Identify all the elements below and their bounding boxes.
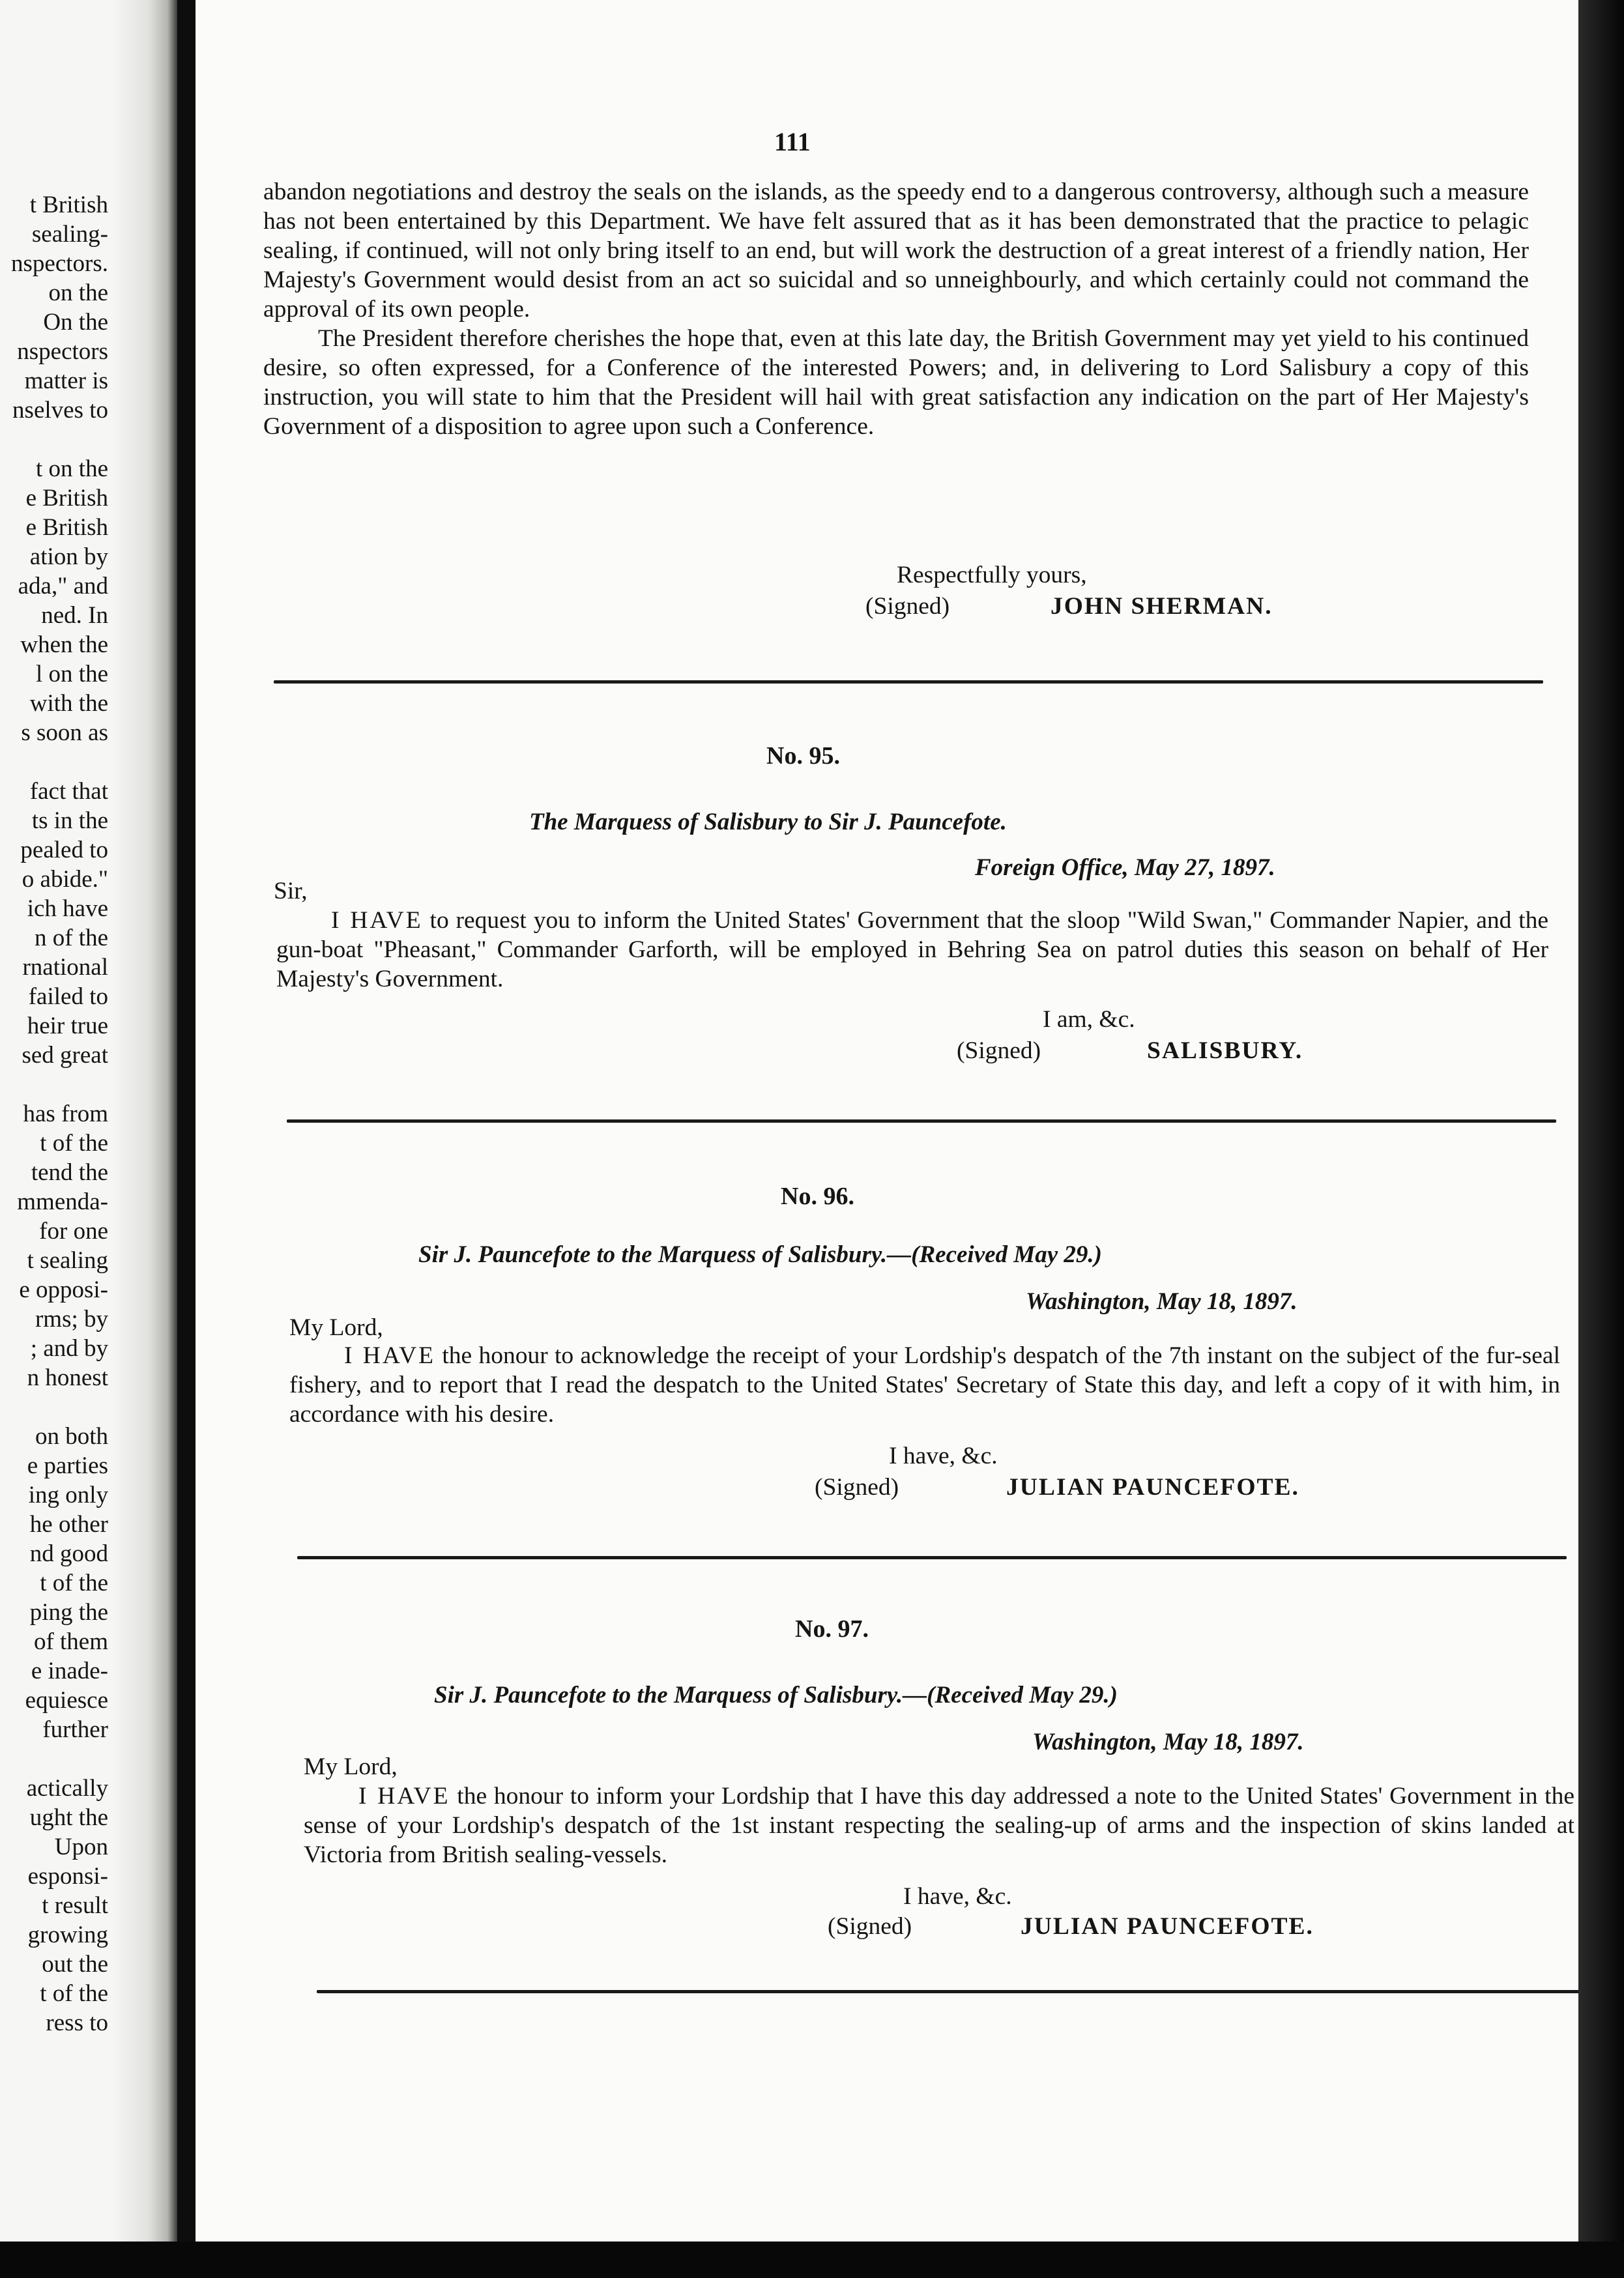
body-lead-caps: I HAVE xyxy=(344,1342,436,1369)
document-signed-label: (Signed) xyxy=(957,1037,1041,1064)
continuation-closing: Respectfully yours, xyxy=(897,562,1087,588)
left-page-line: has from xyxy=(23,1101,108,1127)
left-page-line: ; and by xyxy=(30,1335,108,1362)
left-page-line: e opposi- xyxy=(19,1276,108,1303)
left-page-line: equiesce xyxy=(25,1687,108,1714)
separator-rule xyxy=(287,1119,1556,1123)
left-page-line: o abide." xyxy=(22,866,108,893)
left-page-line: ich have xyxy=(27,895,108,922)
paragraph-gap xyxy=(11,425,108,454)
paragraph-gap xyxy=(11,1744,108,1774)
left-page-line: rms; by xyxy=(35,1306,108,1333)
left-page-line: tend the xyxy=(31,1159,108,1186)
document-signed-label: (Signed) xyxy=(828,1913,912,1940)
left-page-line: e British xyxy=(25,514,108,541)
separator-rule xyxy=(317,1990,1578,1993)
paragraph-gap xyxy=(11,1392,108,1422)
document-signed-label: (Signed) xyxy=(815,1474,899,1501)
continuation-paragraph-1: abandon negotiations and destroy the seals on the islands, as the speedy end to a dangerous controversy, although such a measure has not been entertained by this Department. We have felt assured that as it has been demonstrated that the practice to pelagic sealing, if continued, will not only bring itself to an end, but will work the destruction of a great interest of a friendly nation, Her Majesty's Government would desist from an act so suicidal and so unneighbourly, and which certainly could not command the approval of its own people. xyxy=(263,179,1529,323)
document-dateline: Foreign Office, May 27, 1897. xyxy=(975,854,1275,881)
left-page-line: ing only xyxy=(28,1482,108,1508)
body-text: the honour to acknowledge the receipt of your Lordship's despatch of the 7th instant on the subject of the fur-seal fishery, and to report that I read the despatch to the United States' Secretary of State this day, and left a copy of it with him, in accordance with his desire. xyxy=(289,1342,1560,1428)
document-closing: I have, &c. xyxy=(903,1883,1012,1910)
left-page-line: heir true xyxy=(27,1013,108,1039)
left-page-line: ada," and xyxy=(18,573,108,599)
left-page-line: on the xyxy=(48,280,108,306)
continuation-text xyxy=(263,177,1529,441)
document-closing: I have, &c. xyxy=(889,1443,998,1469)
left-page-line: on both xyxy=(35,1423,108,1450)
bottom-edge-shadow xyxy=(0,2242,1624,2278)
left-page-line: ress to xyxy=(46,2010,108,2036)
page-number: 111 xyxy=(774,127,811,156)
left-page-line: with the xyxy=(29,690,108,717)
left-page-line: sed great xyxy=(22,1042,108,1069)
left-page-text-fragments xyxy=(11,190,108,2038)
left-page-line: ned. In xyxy=(41,602,108,629)
left-page-line: e British xyxy=(25,485,108,512)
continuation-signatory: JOHN SHERMAN. xyxy=(1051,593,1273,620)
left-page-line: he other xyxy=(29,1511,108,1538)
left-page-line: out the xyxy=(42,1951,108,1978)
left-facing-page xyxy=(0,0,177,2261)
continuation-paragraph-2: The President therefore cherishes the hope that, even at this late day, the British Government may yet yield to his continued desire, so often expressed, for a Conference of the interested Powers; and, in delivering to Lord Salisbury a copy of this instruction, you will state to him that the President will hail with great satisfaction any indication on the part of Her Majesty's Government of a disposition to agree upon such a Conference. xyxy=(263,325,1529,440)
document-signatory: JULIAN PAUNCEFOTE. xyxy=(1021,1913,1314,1940)
separator-rule xyxy=(274,680,1543,684)
document-signatory: SALISBURY. xyxy=(1147,1037,1303,1064)
left-page-line: nd good xyxy=(29,1540,108,1567)
left-page-line: nspectors. xyxy=(11,250,108,277)
left-page-line: pealed to xyxy=(20,837,108,863)
left-page-line: t of the xyxy=(40,1570,108,1596)
paragraph-gap xyxy=(11,747,108,777)
left-page-line: t sealing xyxy=(27,1247,108,1274)
left-page-line: actically xyxy=(26,1775,108,1802)
right-page xyxy=(196,0,1578,2242)
left-page-line: n honest xyxy=(27,1364,108,1391)
body-text: to request you to inform the United States' Government that the sloop "Wild Swan," Commander Napier, and the gun-boat "Pheasant," Commander Garforth, will be employed in Behring Sea on patrol duties this season on behalf of Her Majesty's Government. xyxy=(276,907,1549,992)
left-page-line: mmenda- xyxy=(17,1189,108,1215)
document-body xyxy=(276,906,1548,994)
continuation-signed-label: (Signed) xyxy=(865,593,950,620)
left-page-line: further xyxy=(42,1716,108,1743)
left-page-line: l on the xyxy=(36,661,108,687)
left-page-line: esponsi- xyxy=(27,1863,108,1890)
left-page-line: e inade- xyxy=(31,1658,108,1684)
paragraph-gap xyxy=(11,1070,108,1099)
document-title: Sir J. Pauncefote to the Marquess of Salisbury.—(Received May 29.) xyxy=(418,1241,1102,1268)
left-page-line: for one xyxy=(39,1218,108,1245)
document-signatory: JULIAN PAUNCEFOTE. xyxy=(1006,1474,1299,1501)
left-page-line: rnational xyxy=(22,954,108,981)
document-number: No. 97. xyxy=(795,1615,869,1643)
document-dateline: Washington, May 18, 1897. xyxy=(1026,1288,1298,1315)
left-page-line: fact that xyxy=(29,778,108,805)
left-page-line: t British xyxy=(29,192,108,218)
document-body xyxy=(304,1781,1574,1869)
document-body xyxy=(289,1341,1560,1429)
left-page-line: n of the xyxy=(34,925,108,951)
document-closing: I am, &c. xyxy=(1043,1006,1135,1033)
left-page-line: t result xyxy=(42,1892,108,1919)
left-page-line: nselves to xyxy=(12,397,108,424)
left-page-line: matter is xyxy=(24,368,108,394)
left-page-line: e parties xyxy=(27,1452,108,1479)
document-dateline: Washington, May 18, 1897. xyxy=(1032,1729,1304,1755)
document-title: Sir J. Pauncefote to the Marquess of Salisbury.—(Received May 29.) xyxy=(434,1682,1118,1708)
left-page-line: Upon xyxy=(54,1834,108,1860)
left-page-line: ation by xyxy=(29,543,108,570)
separator-rule xyxy=(297,1556,1567,1559)
document-title: The Marquess of Salisbury to Sir J. Pauncefote. xyxy=(529,809,1007,835)
left-page-line: ught the xyxy=(29,1804,108,1831)
left-page-line: ping the xyxy=(29,1599,108,1626)
left-page-line: t of the xyxy=(40,1130,108,1157)
left-page-line: t on the xyxy=(36,455,108,482)
left-page-line: growing xyxy=(27,1922,108,1948)
document-number: No. 95. xyxy=(766,742,840,770)
left-page-line: when the xyxy=(20,631,108,658)
body-lead-caps: I HAVE xyxy=(358,1783,450,1809)
document-number: No. 96. xyxy=(781,1183,854,1210)
left-page-line: of them xyxy=(33,1628,108,1655)
left-page-line: failed to xyxy=(28,983,108,1010)
page-edge-shadow xyxy=(1578,0,1624,2278)
book-gutter-shadow xyxy=(112,0,177,2261)
left-page-line: t of the xyxy=(40,1980,108,2007)
body-lead-caps: I HAVE xyxy=(331,907,423,934)
left-page-line: s soon as xyxy=(21,719,108,746)
left-page-line: nspectors xyxy=(17,338,108,365)
document-salutation: My Lord, xyxy=(304,1753,398,1780)
body-text: the honour to inform your Lordship that I have this day addressed a note to the United States' Government in the sense of your Lordship's despatch of the 1st instant respecting the sealing-up of arms and the inspection of skins landed at Victoria from British sealing-vessels. xyxy=(304,1783,1574,1868)
document-salutation: Sir, xyxy=(274,878,308,904)
left-page-line: On the xyxy=(43,309,108,336)
left-page-line: ts in the xyxy=(31,807,108,834)
document-salutation: My Lord, xyxy=(289,1314,383,1341)
left-page-line: sealing- xyxy=(31,221,108,248)
